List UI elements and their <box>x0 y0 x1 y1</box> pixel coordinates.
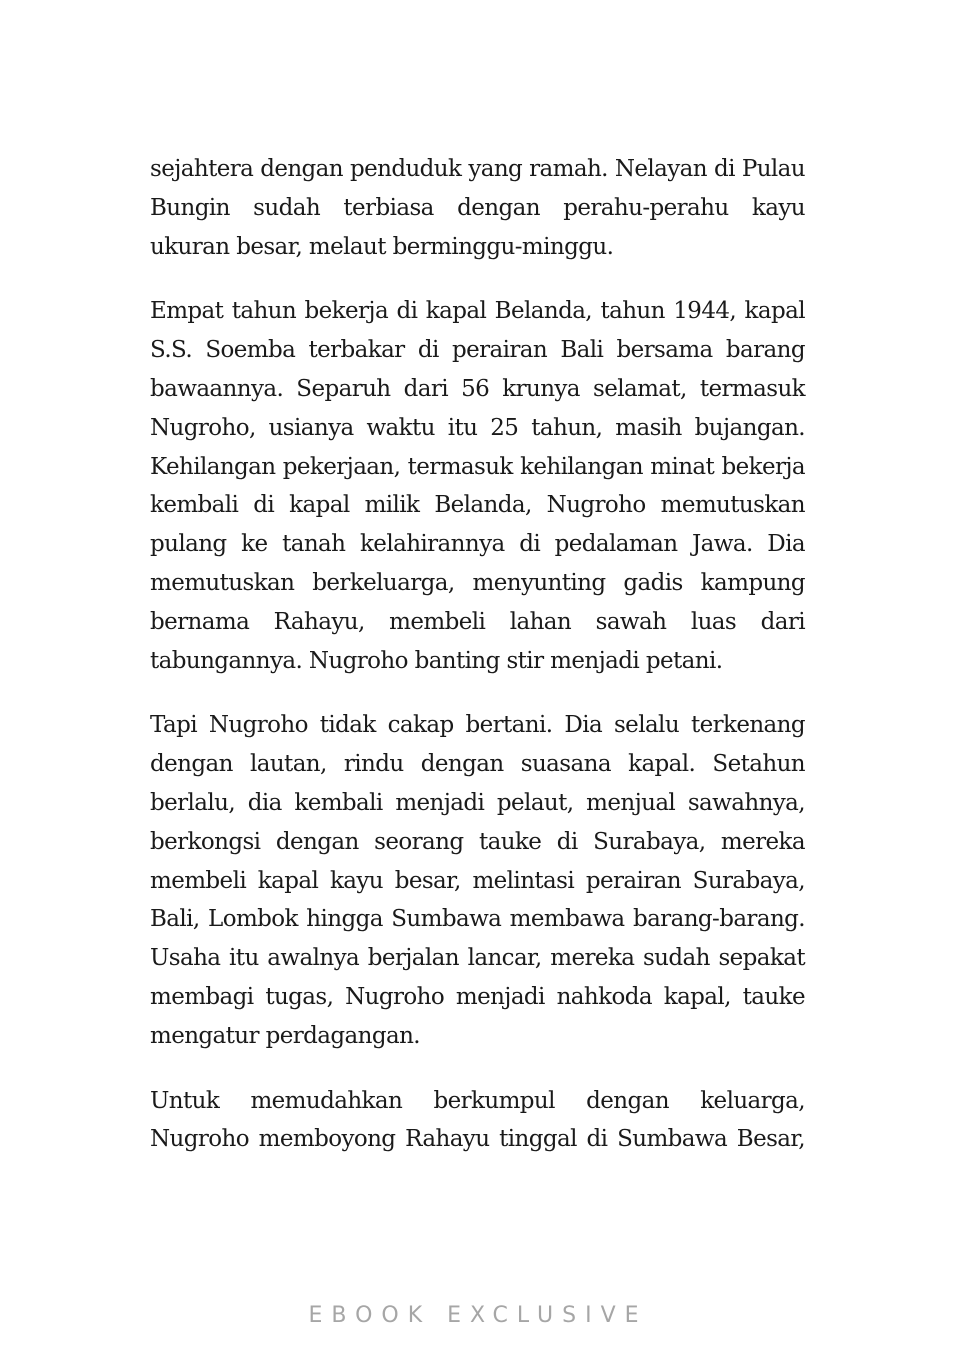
paragraph-4: Untuk memudahkan berkumpul dengan keluarga, Nugroho memboyong Rahayu tinggal di Sumbawa Besar, <box>150 1087 805 1153</box>
paragraph-1: sejahtera dengan penduduk yang ramah. Nelayan di Pulau Bungin sudah terbiasa dengan perahu-perahu kayu ukuran besar, melaut berminggu-minggu. <box>150 156 805 260</box>
paragraph-2: Empat tahun bekerja di kapal Belanda, tahun 1944, kapal S.S. Soemba terbakar di perairan Bali bersama barang bawaannya. Separuh dari 56 krunya selamat, termasuk Nugroho, usianya waktu itu 25 tahun, masih bujangan. Kehilangan pekerjaan, termasuk kehilangan minat bekerja kembali di kapal milik Belanda, Nugroho memutuskan pulang ke tanah kelahirannya di pedalaman Jawa. Dia memutuskan berkeluarga, menyunting gadis kampung bernama Rahayu, membeli lahan sawah luas dari tabungannya. Nugroho banting stir menjadi petani. <box>150 298 805 674</box>
page-footer-watermark: EBOOK EXCLUSIVE <box>308 1303 648 1328</box>
paragraph-3: Tapi Nugroho tidak cakap bertani. Dia selalu terkenang dengan lautan, rindu dengan suasana kapal. Setahun berlalu, dia kembali menjadi pelaut, menjual sawahnya, berkongsi dengan seorang tauke di Surabaya, mereka membeli kapal kayu besar, melintasi perairan Surabaya, Bali, Lombok hingga Sumbawa membawa barang-barang. Usaha itu awalnya berjalan lancar, mereka sudah sepakat membagi tugas, Nugroho menjadi nahkoda kapal, tauke mengatur perdagangan. <box>150 712 805 1049</box>
page-body-text <box>150 150 805 1185</box>
